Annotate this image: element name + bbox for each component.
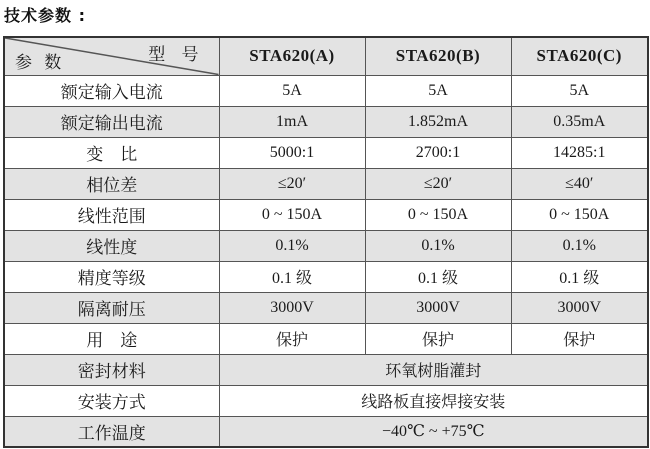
table-row [4, 230, 648, 261]
param-label-cell: 额定输出电流 [4, 106, 219, 137]
param-label-cell: 相位差 [4, 168, 219, 199]
value-cell: 5000:1 [219, 137, 365, 168]
value-cell: ≤20′ [365, 168, 511, 199]
value-cell: 保护 [365, 323, 511, 354]
value-cell: ≤40′ [511, 168, 648, 199]
value-cell: 0 ~ 150A [511, 199, 648, 230]
param-label-cell: 线性度 [4, 230, 219, 261]
value-cell: 0.1% [219, 230, 365, 261]
param-label-cell: 安装方式 [4, 385, 219, 416]
param-label-cell: 精度等级 [4, 261, 219, 292]
value-cell: 0.1% [365, 230, 511, 261]
value-cell: 5A [511, 75, 648, 106]
table-row [4, 261, 648, 292]
table-row [4, 199, 648, 230]
value-cell: 0.1% [511, 230, 648, 261]
table-row [4, 354, 648, 385]
corner-param-label: 参 数 [15, 52, 66, 72]
value-cell-merged: −40℃ ~ +75℃ [219, 416, 648, 447]
value-cell: 5A [219, 75, 365, 106]
param-label-cell: 密封材料 [4, 354, 219, 385]
value-cell: 0 ~ 150A [219, 199, 365, 230]
value-cell: 3000V [219, 292, 365, 323]
value-cell: 0 ~ 150A [365, 199, 511, 230]
param-label-cell: 线性范围 [4, 199, 219, 230]
table-row [4, 385, 648, 416]
value-cell: 14285:1 [511, 137, 648, 168]
param-label-cell: 工作温度 [4, 416, 219, 447]
value-cell: 3000V [511, 292, 648, 323]
column-header-sta620a: STA620(A) [219, 37, 365, 75]
value-cell-merged: 环氧树脂灌封 [219, 354, 648, 385]
header-row [4, 37, 648, 75]
corner-model-label: 型 号 [148, 45, 205, 64]
table-row [4, 292, 648, 323]
table-row [4, 137, 648, 168]
page-title: 技术参数 : [4, 6, 86, 25]
value-cell: 0.35mA [511, 106, 648, 137]
table-row [4, 416, 648, 447]
value-cell: 1.852mA [365, 106, 511, 137]
value-cell: 5A [365, 75, 511, 106]
value-cell: 2700:1 [365, 137, 511, 168]
value-cell: 0.1 级 [219, 261, 365, 292]
column-header-sta620b: STA620(B) [365, 37, 511, 75]
spec-table [3, 36, 649, 448]
value-cell: 0.1 级 [365, 261, 511, 292]
value-cell: 1mA [219, 106, 365, 137]
param-label-cell: 隔离耐压 [4, 292, 219, 323]
value-cell: 0.1 级 [511, 261, 648, 292]
param-label-cell: 用 途 [4, 323, 219, 354]
table-row [4, 106, 648, 137]
table-row [4, 323, 648, 354]
column-header-sta620c: STA620(C) [511, 37, 648, 75]
param-label-cell: 额定输入电流 [4, 75, 219, 106]
value-cell: 保护 [511, 323, 648, 354]
corner-cell [4, 37, 219, 75]
value-cell: 保护 [219, 323, 365, 354]
table-row [4, 75, 648, 106]
param-label-cell: 变 比 [4, 137, 219, 168]
value-cell-merged: 线路板直接焊接安装 [219, 385, 648, 416]
value-cell: ≤20′ [219, 168, 365, 199]
value-cell: 3000V [365, 292, 511, 323]
table-row [4, 168, 648, 199]
